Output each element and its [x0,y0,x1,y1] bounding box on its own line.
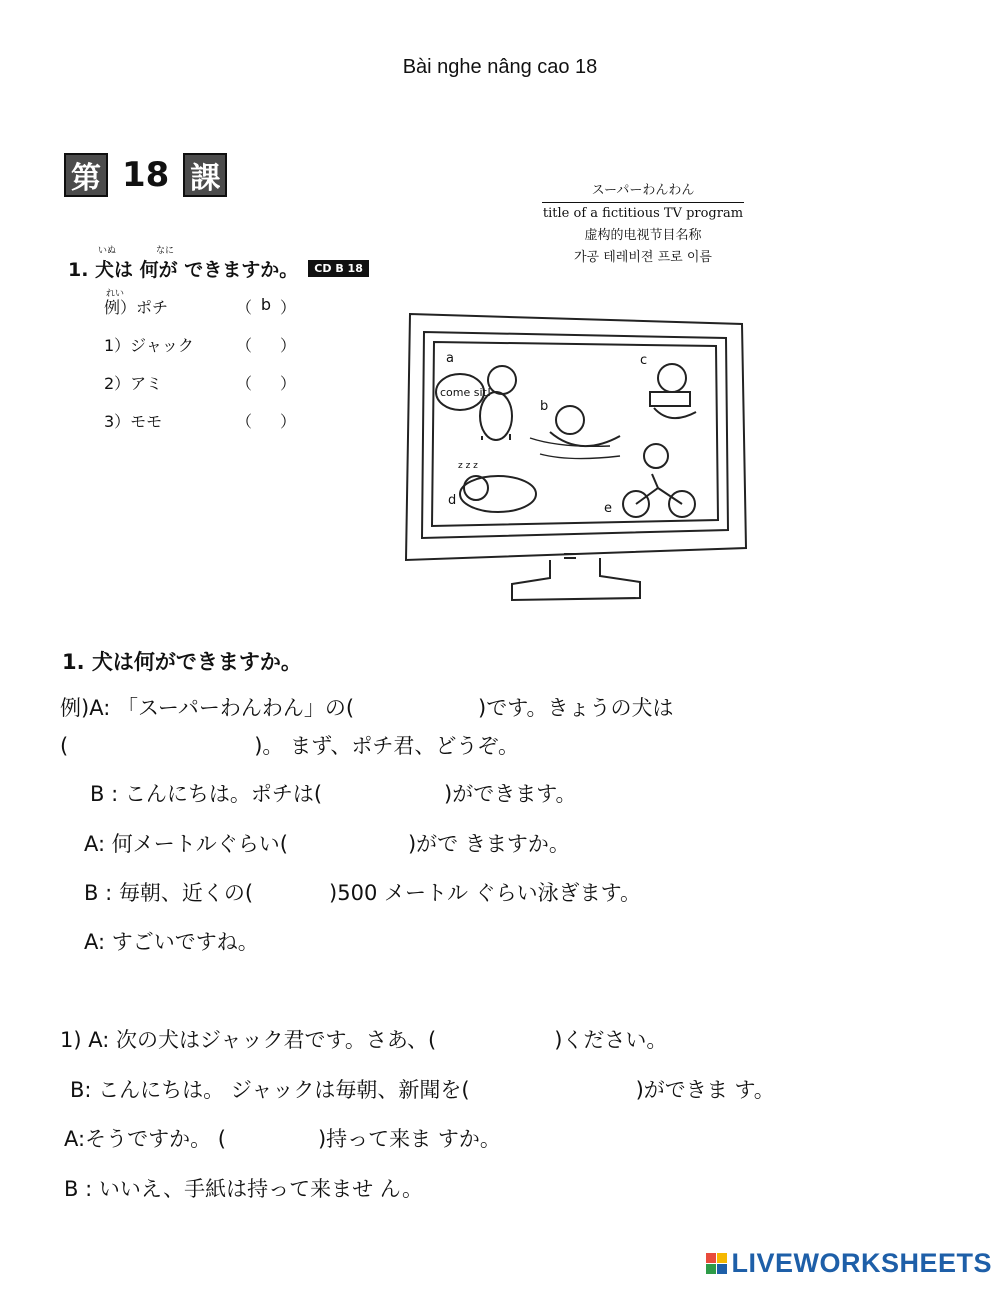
tv-label-a: a [446,351,454,366]
transcript-line: A: すごいですね。 [84,930,259,954]
lesson-prefix: 第 [64,153,108,197]
question-heading [68,246,369,282]
caption-line-zh: 虚构的电视节目名称 [584,228,702,243]
answer-list [104,289,296,447]
tv-label-d: d [448,493,457,508]
liveworksheets-logo [706,1248,992,1279]
lesson-number: 18 [122,155,170,195]
lesson-suffix: 課 [183,153,227,197]
logo-blocks-icon [706,1253,727,1274]
caption-line-en: title of a fictitious TV program [542,206,744,221]
ruby-rei: れい [106,289,125,299]
question-text: いぬ なに 1. 犬は 何が できますか。 [68,255,298,282]
ruby-nani: なに [156,246,175,256]
logo-text: LIVEWORKSHEETS [731,1248,992,1278]
transcript-line: A: 何メートルぐらい( )がで きますか。 [84,832,570,856]
tv-zzz-text: z z z [458,461,478,471]
transcript-line: B : こんにちは。ポチは( )ができます。 [90,782,577,806]
transcript-line: ( )。 まず、ポチ君、どうぞ。 [60,734,519,758]
tv-label-c: c [640,353,648,368]
transcript-line: B : いいえ、手紙は持って来ませ ん。 [64,1177,424,1201]
answer-row: 1）ジャック （ ） [104,336,296,355]
transcript-line: A:そうですか。 ( )持って来ま すか。 [64,1127,501,1151]
lesson-header [64,150,227,200]
program-name: スーパーわんわん [591,183,695,198]
caption-line-ko: 가공 테레비젼 프로 이름 [574,250,712,265]
answer-row: 3）モモ （ ） [104,412,296,431]
cd-track-badge: CD B 18 [308,260,369,277]
answer-row: 例）ポチ （ b ） [104,295,296,333]
transcript-line: B : 毎朝、近くの( )500 メートル ぐらい泳ぎます。 [84,881,641,905]
program-caption [538,180,748,269]
transcript-line: B: こんにちは。 ジャックは毎朝、新聞を( )ができま す。 [70,1078,775,1102]
answer-value: b [260,295,272,314]
page-title: Bài nghe nâng cao 18 [402,56,598,78]
tv-illustration [400,308,760,613]
tv-speech-text: come sit! [440,386,492,399]
transcript-line: 例)A: 「スーパーわんわん」の( )です。きょうの犬は [60,696,674,720]
transcript-line: 1) A: 次の犬はジャック君です。さあ、( )ください。 [60,1028,668,1052]
answer-row: 2）アミ （ ） [104,374,296,393]
transcript-heading: 1. 犬は何ができますか。 [62,650,302,674]
ruby-inu: いぬ [98,246,117,256]
tv-label-b: b [540,399,549,414]
tv-label-e: e [604,501,612,516]
